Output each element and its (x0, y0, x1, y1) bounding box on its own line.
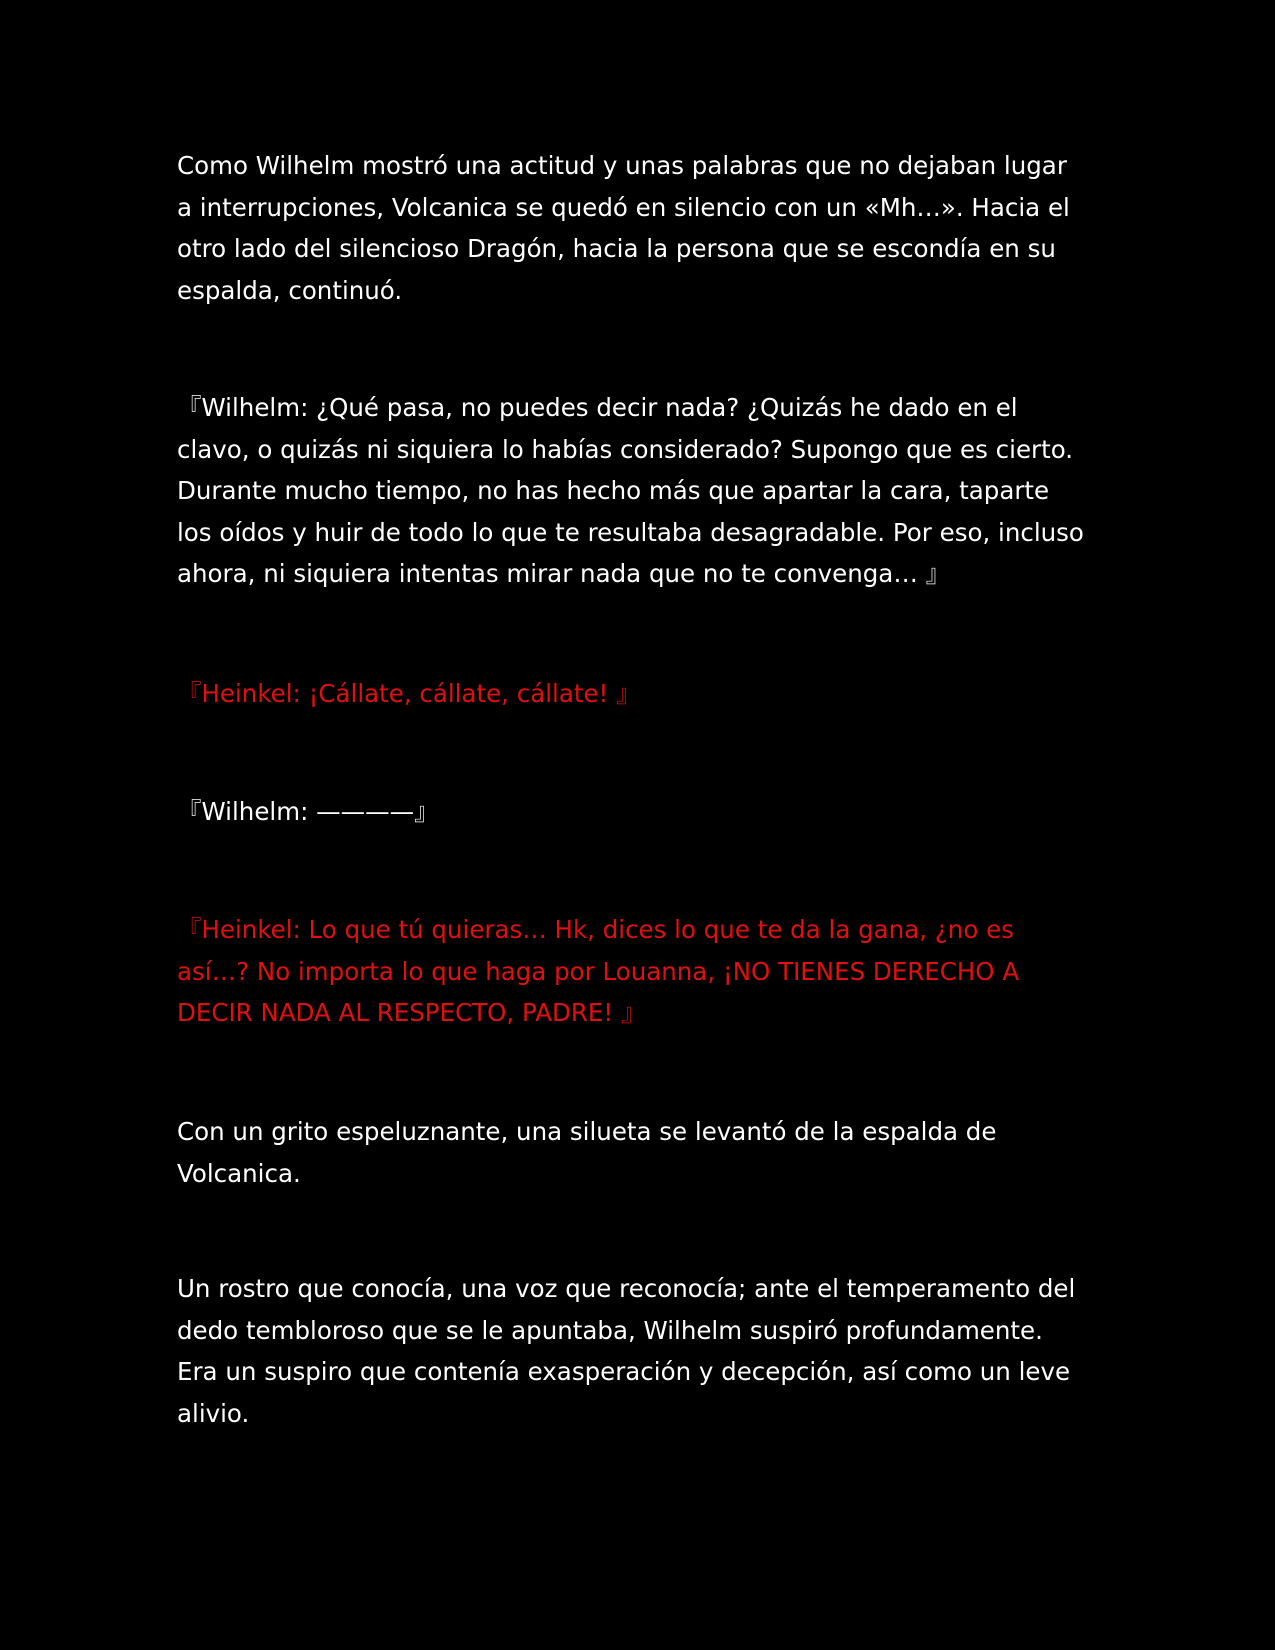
text-line: ahora, ni siquiera intentas mirar nada que no te convenga… 』 (177, 559, 951, 588)
text-line: espalda, continuó. (177, 275, 403, 305)
text-line: Con un grito espeluznante, una silueta se levantó de la espalda de (177, 1117, 997, 1146)
text-line: 『Heinkel: Lo que tú quieras… Hk, dices lo que te da la gana, ¿no es (177, 915, 1014, 944)
text-line: 『Heinkel: ¡Cállate, cállate, cállate! 』 (177, 679, 641, 708)
wilhelm-dialogue (177, 791, 1107, 833)
text-line: clavo, o quizás ni siquiera lo habías considerado? Supongo que es cierto. (177, 434, 1074, 464)
text-line: 『Wilhelm: ————』 (177, 797, 439, 826)
text-line: los oídos y huir de todo lo que te resultaba desagradable. Por eso, incluso (177, 517, 1084, 547)
text-line: DECIR NADA AL RESPECTO, PADRE! 』 (177, 998, 646, 1027)
narration-paragraph (177, 1111, 1107, 1194)
narration-paragraph (177, 145, 1107, 311)
text-line: dedo tembloroso que se le apuntaba, Wilhelm suspiró profundamente. (177, 1315, 1043, 1345)
text-line: Era un suspiro que contenía exasperación y decepción, así como un leve (177, 1357, 1071, 1386)
wilhelm-dialogue (177, 387, 1107, 595)
text-line: 『Wilhelm: ¿Qué pasa, no puedes decir nada? ¿Quizás he dado en el (177, 393, 1018, 422)
text-line: Volcanica. (177, 1158, 301, 1188)
text-line: otro lado del silencioso Dragón, hacia la persona que se escondía en su (177, 234, 1056, 263)
heinkel-dialogue (177, 673, 1107, 715)
text-line: Un rostro que conocía, una voz que reconocía; ante el temperamento del (177, 1274, 1076, 1303)
narration-paragraph (177, 1268, 1107, 1434)
text-line: alivio. (177, 1398, 250, 1428)
text-line: Durante mucho tiempo, no has hecho más que apartar la cara, taparte (177, 476, 1050, 505)
heinkel-dialogue (177, 909, 1107, 1034)
text-line: así…? No importa lo que haga por Louanna, ¡NO TIENES DERECHO A (177, 956, 1020, 986)
text-line: Como Wilhelm mostró una actitud y unas palabras que no dejaban lugar (177, 151, 1067, 180)
text-line: a interrupciones, Volcanica se quedó en silencio con un «Mh…». Hacia el (177, 192, 1070, 222)
